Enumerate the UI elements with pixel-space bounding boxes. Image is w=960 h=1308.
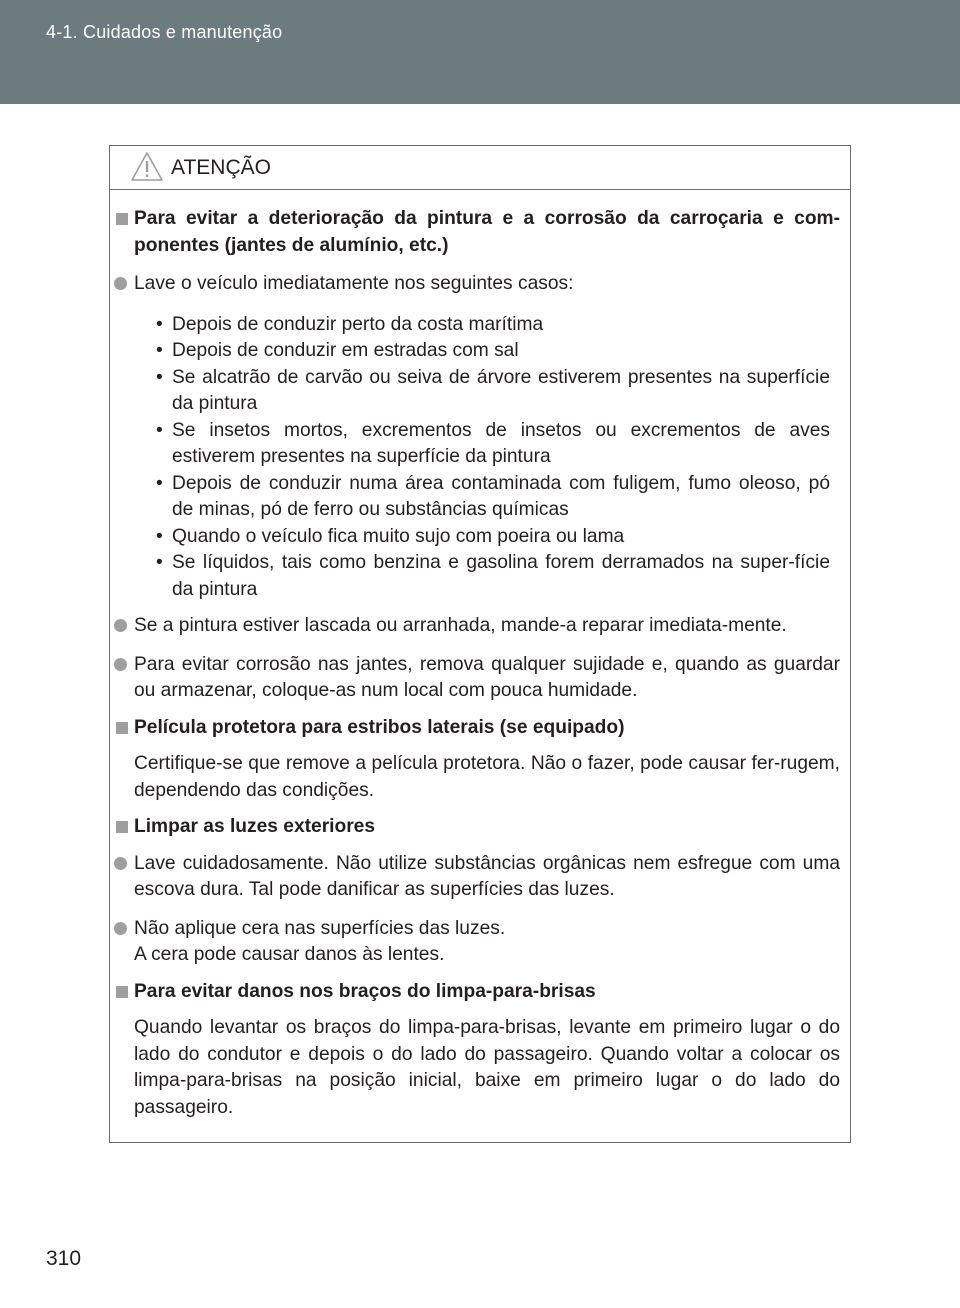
circle-bullet-icon	[114, 658, 127, 671]
bullet-item: • Depois de conduzir numa área contaminada com fuligem, fumo oleoso, pó de minas, pó de ferro ou substâncias químicas	[156, 472, 830, 520]
paragraph: Certifique-se que remove a película protetora. Não o fazer, pode causar fer-rugem, dependendo das condições.	[134, 753, 840, 801]
square-bullet-icon	[116, 722, 128, 734]
bullet-item: • Se alcatrão de carvão ou seiva de árvore estiverem presentes na superfície da pintura	[156, 366, 830, 414]
section-heading-exterior-lights: Limpar as luzes exteriores	[110, 814, 840, 841]
section-heading-wipers: Para evitar danos nos braços do limpa-para-brisas	[110, 979, 840, 1006]
square-bullet-icon	[116, 821, 128, 833]
bullet-item: • Depois de conduzir em estradas com sal	[156, 340, 519, 361]
list-item: Para evitar corrosão nas jantes, remova qualquer sujidade e, quando as guardar ou armazenar, coloque-as num local com pouca humidade.	[110, 652, 840, 705]
bullet-item: • Se insetos mortos, excrementos de insetos ou excrementos de aves estiverem presentes na superfície da pintura	[156, 419, 830, 467]
list-item: Não aplique cera nas superfícies das luzes. A cera pode causar danos às lentes.	[110, 916, 840, 969]
circle-bullet-icon	[114, 277, 127, 290]
page-header	[0, 0, 960, 104]
bullet-item: • Quando o veículo fica muito sujo com poeira ou lama	[156, 525, 625, 547]
list-item: Lave cuidadosamente. Não utilize substâncias orgânicas nem esfregue com uma escova dura. Tal pode danificar as superfícies das luzes.	[110, 851, 840, 904]
bullet-item: • Se líquidos, tais como benzina e gasolina forem derramados na super-fície da pintura	[156, 552, 830, 600]
square-bullet-icon	[116, 986, 128, 998]
section-heading-protective-film: Película protetora para estribos laterais (se equipado)	[110, 715, 840, 742]
warning-content	[110, 190, 850, 1121]
warning-box	[109, 145, 851, 1143]
circle-bullet-icon	[114, 619, 127, 632]
bullet-list	[110, 312, 850, 604]
list-item: Lave o veículo imediatamente nos seguintes casos:	[110, 271, 840, 298]
square-bullet-icon	[116, 213, 128, 225]
warning-triangle-icon	[130, 151, 164, 188]
warning-title: ATENÇÃO	[171, 156, 271, 179]
warning-header	[110, 146, 850, 190]
page-number: 310	[46, 1247, 82, 1270]
circle-bullet-icon	[114, 922, 127, 935]
paragraph: Quando levantar os braços do limpa-para-brisas, levante em primeiro lugar o do lado do condutor e depois o do lado do passageiro. Quando voltar a colocar os limpa-para-brisas na posição inicial, baixe em primeiro lugar o do lado do passageiro.	[134, 1017, 840, 1118]
list-item: Se a pintura estiver lascada ou arranhada, mande-a reparar imediata-mente.	[110, 613, 840, 640]
bullet-item: • Depois de conduzir perto da costa marítima	[156, 313, 544, 335]
circle-bullet-icon	[114, 857, 127, 870]
section-heading-paint: Para evitar a deterioração da pintura e a corrosão da carroçaria e com-ponentes (jantes de alumínio, etc.)	[110, 206, 840, 259]
section-title: 4-1. Cuidados e manutenção	[46, 22, 283, 42]
